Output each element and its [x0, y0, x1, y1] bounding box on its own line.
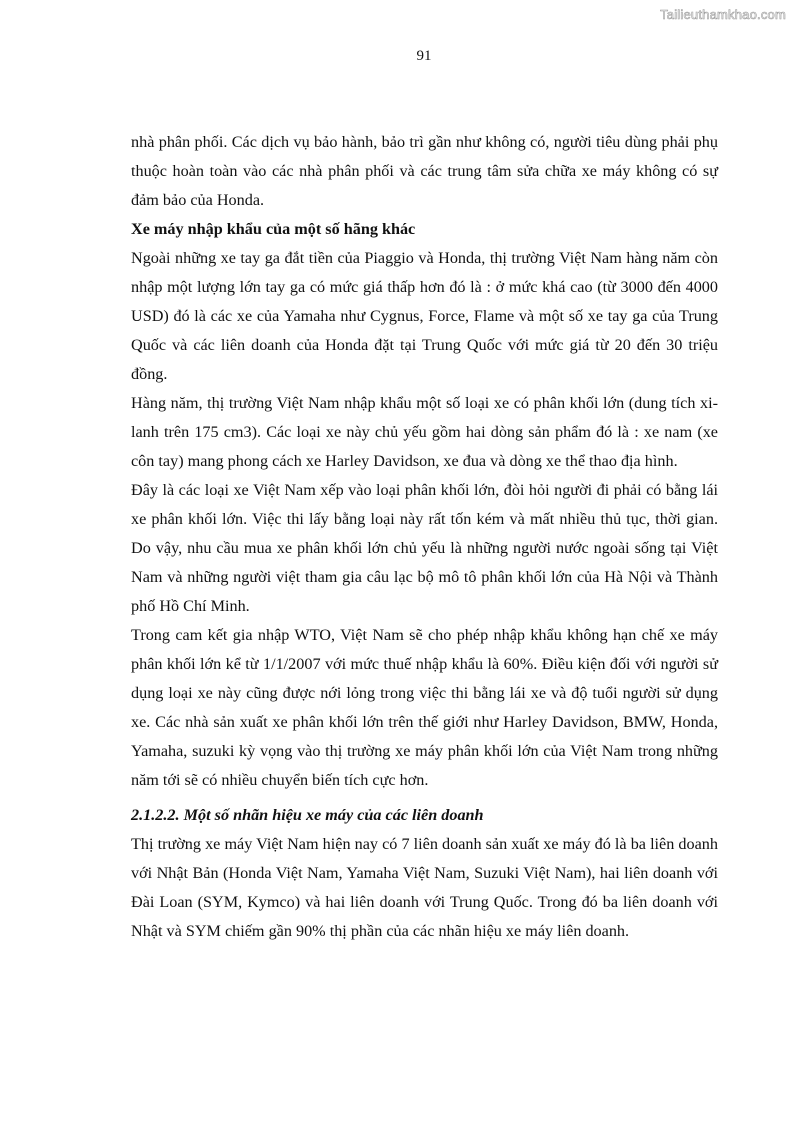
paragraph-joint-ventures: Thị trường xe máy Việt Nam hiện nay có 7 liên doanh sản xuất xe máy đó là ba liên doanh với Nhật Bản (Honda Việt Nam, Yamaha Việt Nam, Suzuki Việt Nam), hai liên doanh với Đài Loan (SYM, Kymco) và hai liên doanh với Trung Quốc. Trong đó ba liên doanh với Nhật và SYM chiếm gần 90% thị phần của các nhãn hiệu xe máy liên doanh. — [131, 835, 718, 940]
subheading-joint-venture-brands: 2.1.2.2. Một số nhãn hiệu xe máy của các liên doanh — [131, 806, 484, 824]
paragraph-wto-commitment: Trong cam kết gia nhập WTO, Việt Nam sẽ cho phép nhập khẩu không hạn chế xe máy phân khối lớn kể từ 1/1/2007 với mức thuế nhập khẩu là 60%. Điều kiện đối với người sử dụng loại xe này cũng được nới lỏng trong việc thi bằng lái xe và độ tuổi người sử dụng xe. Các nhà sản xuất xe phân khối lớn trên thế giới như Harley Davidson, BMW, Honda, Yamaha, suzuki kỳ vọng vào thị trường xe máy phân khối lớn của Việt Nam trong những năm tới sẽ có nhiều chuyển biến tích cực hơn. — [131, 626, 718, 789]
heading-imported-motorbikes: Xe máy nhập khẩu của một số hãng khác — [131, 220, 416, 238]
paragraph-distributors: nhà phân phối. Các dịch vụ bảo hành, bảo trì gần như không có, người tiêu dùng phải phụ thuộc hoàn toàn vào các nhà phân phối và các trung tâm sửa chữa xe máy không có sự đảm bảo của Honda. — [131, 133, 718, 209]
page-number: 91 — [416, 48, 432, 64]
watermark: Tailieuthamkhao.com — [660, 7, 786, 22]
document-body — [131, 128, 718, 946]
paragraph-license-requirements: Đây là các loại xe Việt Nam xếp vào loại phân khối lớn, đòi hỏi người đi phải có bằng lái xe phân khối lớn. Việc thi lấy bằng loại này rất tốn kém và mất nhiều thủ tục, thời gian. Do vậy, nhu cầu mua xe phân khối lớn chủ yếu là những người nước ngoài sống tại Việt Nam và những người việt tham gia câu lạc bộ mô tô phân khối lớn của Hà Nội và Thành phố Hồ Chí Minh. — [131, 481, 718, 615]
paragraph-scooter-imports: Ngoài những xe tay ga đắt tiền của Piaggio và Honda, thị trường Việt Nam hàng năm còn nhập một lượng lớn tay ga có mức giá thấp hơn đó là : ở mức khá cao (từ 3000 đến 4000 USD) đó là các xe của Yamaha như Cygnus, Force, Flame và một số xe tay ga của Trung Quốc và các liên doanh của Honda đặt tại Trung Quốc với mức giá từ 20 đến 30 triệu đồng. — [131, 249, 718, 383]
paragraph-large-displacement: Hàng năm, thị trường Việt Nam nhập khẩu một số loại xe có phân khối lớn (dung tích xi-lanh trên 175 cm3). Các loại xe này chủ yếu gồm hai dòng sản phẩm đó là : xe nam (xe côn tay) mang phong cách xe Harley Davidson, xe đua và dòng xe thể thao địa hình. — [131, 394, 718, 470]
